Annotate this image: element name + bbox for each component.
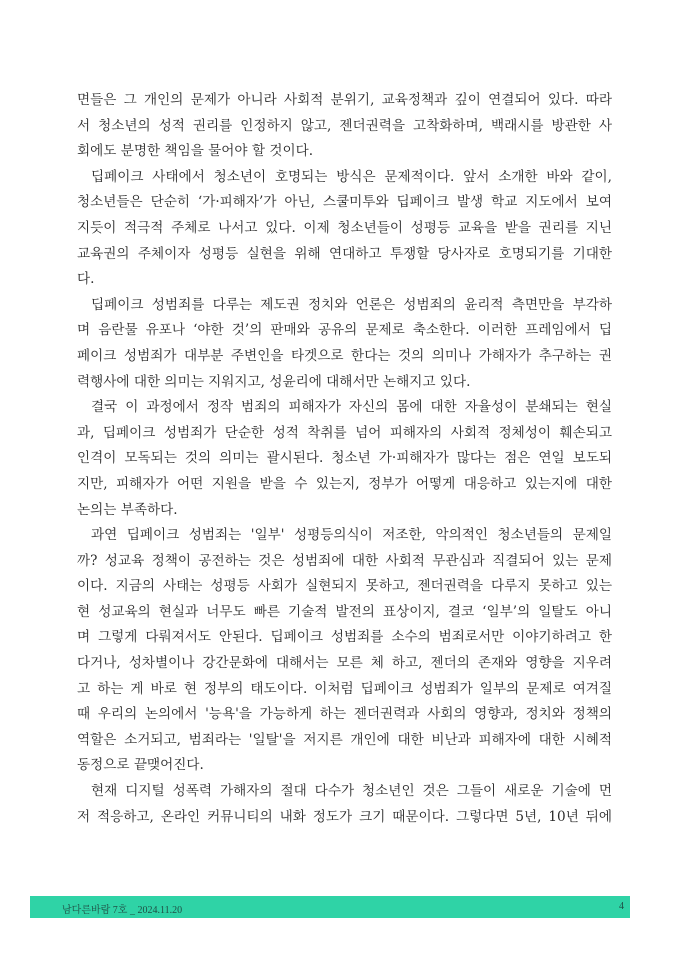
text-line: 청소년들은 단순히 ‘가·피해자’가 아닌, 스쿨미투와 딥페이크 발생 학교 지도에서 보여 [77, 194, 612, 211]
paragraph-1 [77, 88, 612, 165]
text-line: 동정으로 끝맺어진다. [77, 757, 204, 774]
article-body [77, 88, 612, 830]
text-line: 고 하는 게 바로 현 정부의 태도이다. 이처럼 딥페이크 성범죄가 일부의 문제로 여겨질 [77, 680, 612, 697]
text-line: 지듯이 적극적 주체로 나서고 있다. 이제 청소년들이 성평등 교육을 받을 권리를 지닌 [77, 219, 612, 236]
text-line: 며 그렇게 다뤄져서도 안된다. 딥페이크 성범죄를 소수의 범죄로서만 이야기하려고 한 [77, 629, 612, 646]
text-line: 까? 성교육 정책이 공전하는 것은 성범죄에 대한 사회적 무관심과 직결되어 있는 문제 [77, 552, 612, 569]
text-line: 과연 딥페이크 성범죄는 '일부' 성평등의식이 저조한, 악의적인 청소년들의 문제일 [91, 527, 612, 544]
paragraph-3 [77, 293, 612, 395]
text-line: 이다. 지금의 사태는 성평등 사회가 실현되지 못하고, 젠더권력을 다루지 못하고 있는 [77, 578, 612, 595]
text-line: 며 음란물 유포나 ‘야한 것’의 판매와 공유의 문제로 축소한다. 이러한 프레임에서 딥 [77, 322, 612, 339]
text-line: 과, 딥페이크 성범죄가 단순한 성적 착취를 넘어 피해자의 사회적 정체성이 훼손되고 [77, 424, 612, 441]
text-line: 결국 이 과정에서 정작 범죄의 피해자가 자신의 몸에 대한 자율성이 분쇄되는 현실 [91, 399, 612, 416]
text-line: 서 청소년의 성적 권리를 인정하지 않고, 젠더권력을 고착화하며, 백래시를 방관한 사 [77, 117, 612, 134]
publication-info: 남다른바람 7호 _ 2024.11.20 [62, 905, 183, 916]
text-line: 저 적응하고, 온라인 커뮤니티의 내화 정도가 크기 때문이다. 그렇다면 5년, 10년 뒤에 [77, 808, 612, 825]
text-line: 딥페이크 사태에서 청소년이 호명되는 방식은 문제적이다. 앞서 소개한 바와 같이, [91, 168, 612, 185]
text-line: 논의는 부족하다. [77, 501, 178, 518]
paragraph-6 [77, 779, 612, 830]
text-line: 현 성교육의 현실과 너무도 빠른 기술적 발전의 표상이지, 결코 ‘일부’의 일탈도 아니 [77, 603, 612, 620]
text-line: 지만, 피해자가 어떤 지원을 받을 수 있는지, 정부가 어떻게 대응하고 있는지에 대한 [77, 475, 612, 492]
paragraph-5 [77, 523, 612, 779]
text-line: 다거나, 성차별이나 강간문화에 대해서는 모른 체 하고, 젠더의 존재와 영향을 지우려 [77, 655, 612, 672]
text-line: 역할은 소거되고, 범죄라는 '일탈'을 저지른 개인에 대한 비난과 피해자에 대한 시혜적 [77, 731, 612, 748]
page-number: 4 [619, 901, 624, 912]
text-line: 인격이 모독되는 것의 의미는 괄시된다. 청소년 가·피해자가 많다는 점은 연일 보도되 [77, 450, 612, 467]
text-line: 현재 디지털 성폭력 가해자의 절대 다수가 청소년인 것은 그들이 새로운 기술에 먼 [91, 783, 612, 800]
text-line: 교육권의 주체이자 성평등 실현을 위해 연대하고 투쟁할 당사자로 호명되기를 기대한 [77, 245, 612, 262]
text-line: 회에도 분명한 책임을 물어야 할 것이다. [77, 143, 314, 160]
page-footer [30, 896, 630, 918]
text-line: 페이크 성범죄가 대부분 주변인을 타겟으로 한다는 것의 의미나 가해자가 추구하는 권 [77, 347, 612, 364]
text-line: 딥페이크 성범죄를 다루는 제도권 정치와 언론은 성범죄의 윤리적 측면만을 부각하 [91, 296, 612, 313]
text-line: 력행사에 대한 의미는 지워지고, 성윤리에 대해서만 논해지고 있다. [77, 373, 471, 390]
text-line: 때 우리의 논의에서 '능욕'을 가능하게 하는 젠더권력과 사회의 영향과, 정치와 정책의 [77, 706, 612, 723]
text-line: 면들은 그 개인의 문제가 아니라 사회적 분위기, 교육정책과 깊이 연결되어 있다. 따라 [77, 92, 612, 108]
paragraph-2 [77, 165, 612, 293]
text-line: 다. [77, 271, 95, 288]
paragraph-4 [77, 395, 612, 523]
